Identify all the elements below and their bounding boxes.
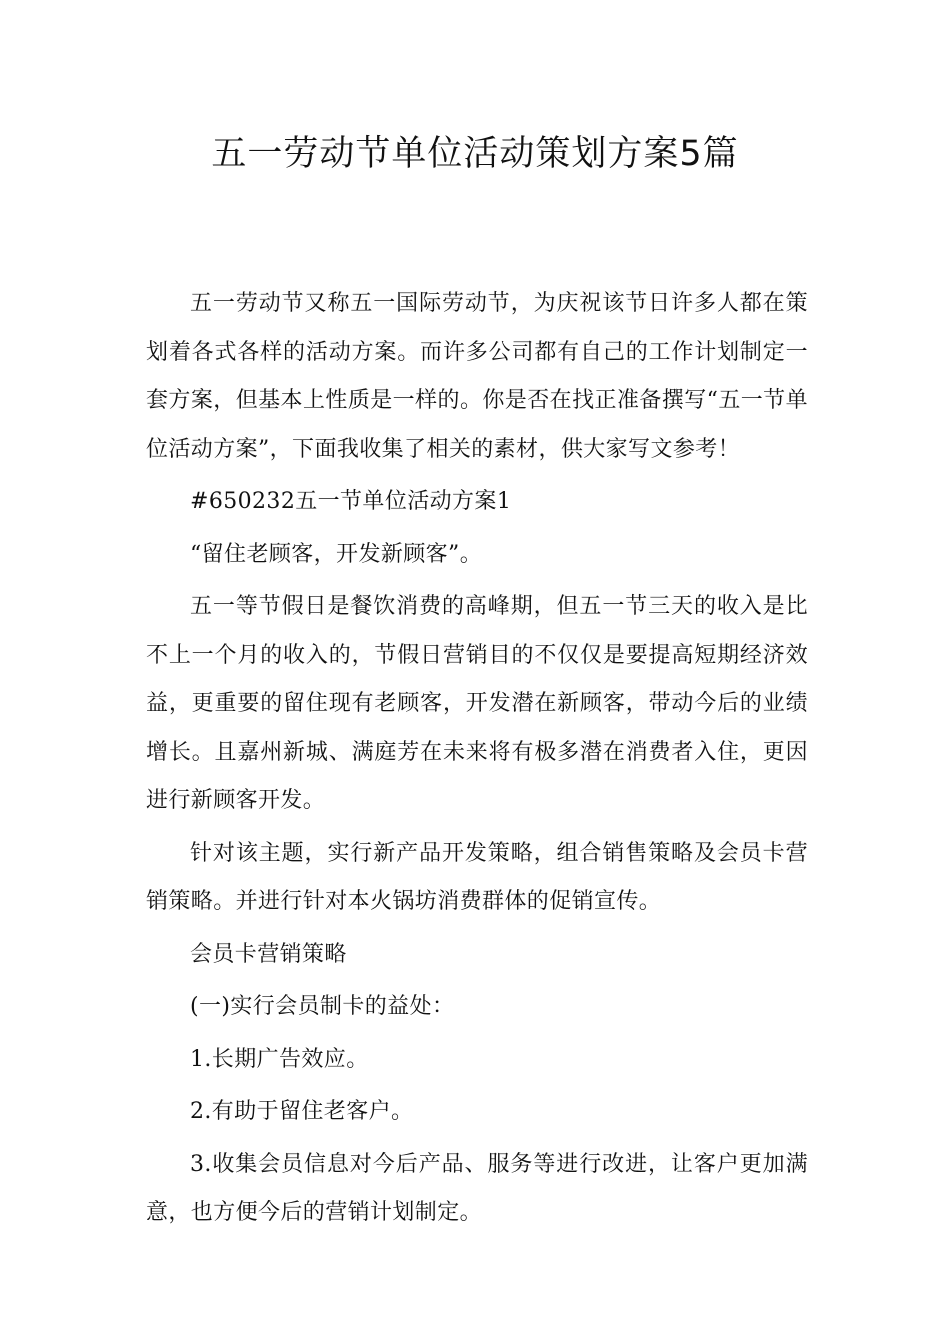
document-body: [146, 280, 808, 1242]
subheading-membership: 会员卡营销策略: [190, 941, 347, 967]
list-item: 2.有助于留住老客户。: [190, 1099, 414, 1124]
slogan-paragraph: “留住老顾客，开发新顾客”。: [190, 541, 483, 567]
subheading-benefits: (一)实行会员制卡的益处：: [190, 994, 455, 1019]
section-heading-plan-1: #650232五一节单位活动方案1: [190, 489, 512, 514]
background-paragraph: 五一等节假日是餐饮消费的高峰期，但五一节三天的收入是比不上一个月的收入的，节假日营销目的不仅仅是要提高短期经济效益，更重要的留住现有老顾客，开发潜在新顾客，带动今后的业绩增长。且嘉州新城、满庭芳在未来将有极多潜在消费者入住，更因进行新顾客开发。: [146, 594, 808, 813]
intro-paragraph: 五一劳动节又称五一国际劳动节，为庆祝该节日许多人都在策划着各式各样的活动方案。而许多公司都有自己的工作计划制定一套方案，但基本上性质是一样的。你是否在找正准备撰写“五一节单位活动方案”，下面我收集了相关的素材，供大家写文参考！: [146, 291, 808, 462]
strategy-paragraph: 针对该主题，实行新产品开发策略，组合销售策略及会员卡营销策略。并进行针对本火锅坊消费群体的促销宣传。: [146, 840, 808, 914]
list-item: 3.收集会员信息对今后产品、服务等进行改进，让客户更加满意，也方便今后的营销计划制定。: [146, 1151, 808, 1225]
document-title: 五一劳动节单位活动策划方案5篇: [211, 134, 739, 174]
list-item: 1.长期广告效应。: [190, 1046, 369, 1072]
